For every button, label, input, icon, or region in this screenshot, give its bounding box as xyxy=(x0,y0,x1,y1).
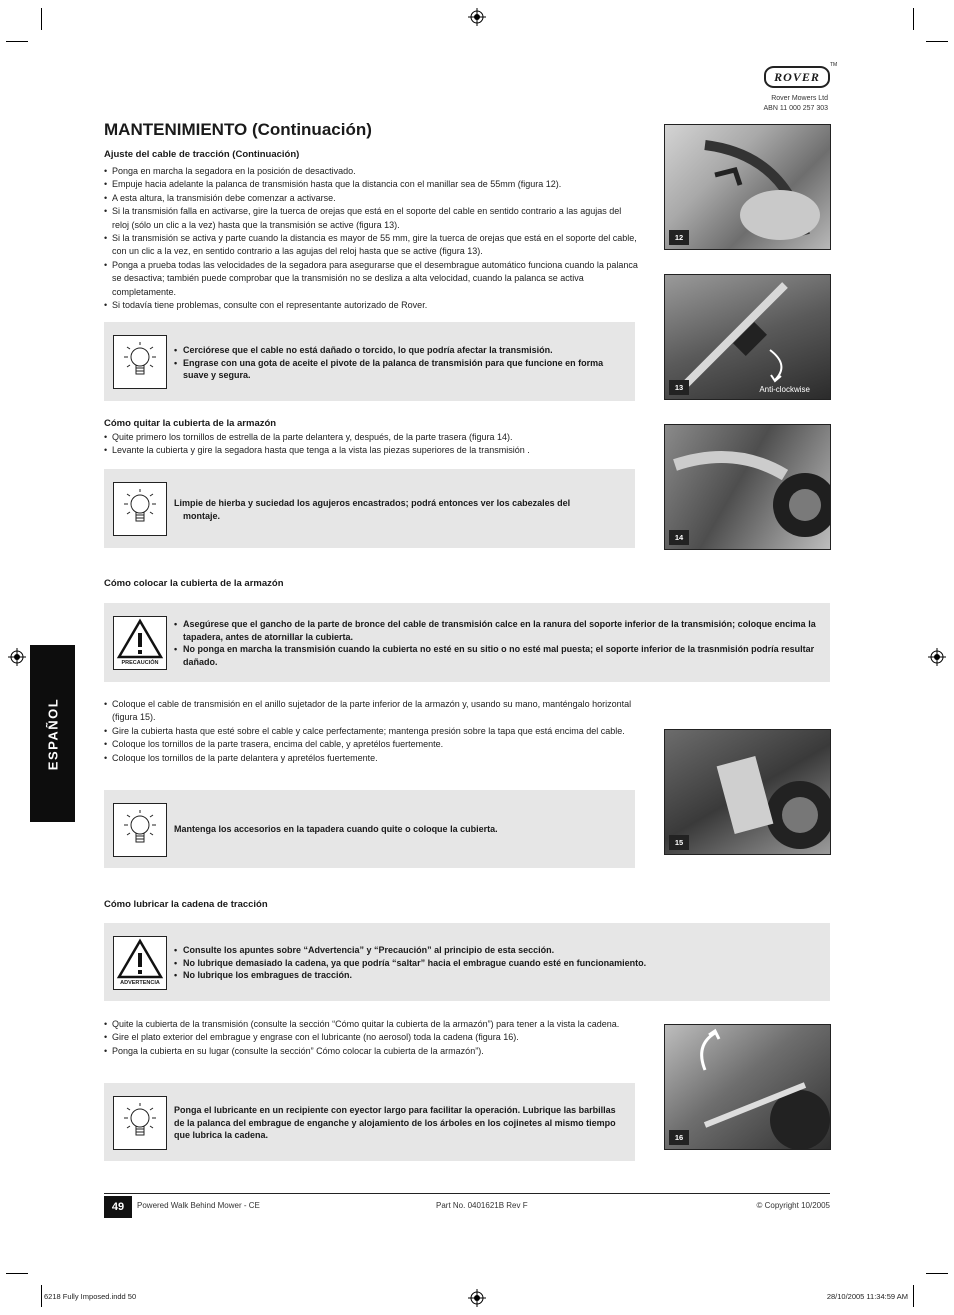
tip-item: • Cerciórese que el cable no está dañado o torcido, lo que podría afectar la transmisión. xyxy=(174,344,623,357)
list-item: • Quite la cubierta de la transmisión (consulte la sección “Cómo quitar la cubierta de la armazón”) para tener a la vista la cadena. xyxy=(104,1018,640,1031)
figure-12-photo xyxy=(664,124,831,250)
caution-box xyxy=(104,603,830,682)
list-item: • Gire la cubierta hasta que esté sobre el cable y calce perfectamente; mantenga presión sobre la tapa que está encima del cable. xyxy=(104,725,640,738)
footer-product: Powered Walk Behind Mower - CE xyxy=(137,1201,260,1210)
bullet-list xyxy=(104,165,640,312)
tip-line: Ponga el lubricante en un recipiente con eyector largo para facilitar la operación. Lubrique las barbillas de la palanca del embrague de enganche y alojamiento de los árboles en los cojinetes al mismo tiempo que lubrica la cadena. xyxy=(174,1105,616,1140)
page-number: 49 xyxy=(104,1196,132,1218)
company-abn: ABN 11 000 257 303 xyxy=(763,105,828,112)
crop-mark xyxy=(913,8,914,30)
logo-tm: TM xyxy=(830,62,838,68)
tip-text xyxy=(174,497,623,522)
tip-line: Limpie de hierba y suciedad los agujeros encastrados; podrá entonces ver los cabezales del xyxy=(174,498,571,508)
tip-line: montaje. xyxy=(183,510,221,521)
crop-mark xyxy=(41,8,42,30)
list-item: • Ponga a prueba todas las velocidades de la segadora para asegurarse que el desembrague automático funciona cuando la palanca se desactiva; también puede comprobar que la transmisión no se desliza a alta velocidad, cuando la palanca se activa completamente. xyxy=(104,259,640,299)
warning-box xyxy=(104,923,830,1001)
bullet-list xyxy=(104,431,640,458)
bullet-list xyxy=(104,698,640,765)
caution-item: • Asegúrese que el gancho de la parte de bronce del cable de transmisión calce en la ranura del soporte inferior de la transmisión; coloque encima la tapadera, antes de atornillar la cubierta. xyxy=(174,618,818,643)
figure-number: 12 xyxy=(669,230,689,245)
list-item: • Quite primero los tornillos de estrella de la parte delantera y, después, de la parte trasera (figura 14). xyxy=(104,431,640,444)
figure-14-photo xyxy=(664,424,831,550)
list-item: • Si todavía tiene problemas, consulte con el representante autorizado de Rover. xyxy=(104,299,640,312)
warning-triangle-icon xyxy=(114,617,166,661)
rover-logo xyxy=(760,62,840,92)
registration-mark-icon xyxy=(468,1289,486,1307)
lightbulb-icon xyxy=(113,335,167,389)
list-item: • Ponga la cubierta en su lugar (consulte la sección” Cómo colocar la cubierta de la armazón”). xyxy=(104,1045,640,1058)
figure-number: 15 xyxy=(669,835,689,850)
company-name: Rover Mowers Ltd xyxy=(771,95,828,102)
warning-item: • Consulte los apuntes sobre “Advertencia” y “Precaución” al principio de esta sección. xyxy=(174,944,818,957)
list-item: • Si la transmisión falla en activarse, gire la tuerca de orejas que está en el soporte del cable en sentido contrario a las agujas del reloj (sólo un clic a la vez) hasta que la transmisión se active (figura 13). xyxy=(104,205,640,232)
section-heading: Cómo lubricar la cadena de tracción xyxy=(104,899,268,910)
list-item: • Coloque los tornillos de la parte trasera, encima del cable, y apretélos fuertemente. xyxy=(104,738,640,751)
crop-mark xyxy=(926,1273,948,1274)
tip-line: Mantenga los accesorios en la tapadera cuando quite o coloque la cubierta. xyxy=(174,824,498,834)
tip-text xyxy=(174,344,623,382)
section-heading: Cómo colocar la cubierta de la armazón xyxy=(104,578,284,589)
tip-box xyxy=(104,1083,635,1161)
figure-16-photo xyxy=(664,1024,831,1150)
language-tab xyxy=(30,645,75,822)
slug-file: 6218 Fully Imposed.indd 50 xyxy=(44,1292,137,1301)
section-heading: Cómo quitar la cubierta de la armazón xyxy=(104,418,277,429)
caution-sign xyxy=(113,616,167,670)
footer-rule xyxy=(104,1193,830,1194)
figure-15-photo xyxy=(664,729,831,855)
section-heading: Ajuste del cable de tracción (Continuación) xyxy=(104,149,300,160)
list-item: • Ponga en marcha la segadora en la posición de desactivado. xyxy=(104,165,640,178)
lightbulb-icon xyxy=(113,1096,167,1150)
crop-mark xyxy=(41,1285,42,1307)
crop-mark xyxy=(6,41,28,42)
figure-label: Anti-clockwise xyxy=(759,385,810,394)
figure-13-photo xyxy=(664,274,831,400)
list-item: • Coloque el cable de transmisión en el anillo sujetador de la parte inferior de la armazón y, usando su mano, manténgalo horizontal (figura 15). xyxy=(104,698,640,725)
crop-mark xyxy=(913,1285,914,1307)
warning-item: • No lubrique los embragues de tracción. xyxy=(174,969,818,982)
list-item: • Empuje hacia adelante la palanca de transmisión hasta que la distancia con el manillar sea de 55mm (figura 12). xyxy=(104,178,640,191)
lightbulb-icon xyxy=(113,482,167,536)
language-label: ESPAÑOL xyxy=(45,697,60,770)
slug-date: 28/10/2005 11:34:59 AM xyxy=(826,1292,908,1301)
registration-mark-icon xyxy=(928,648,946,666)
figure-number: 16 xyxy=(669,1130,689,1145)
warning-label: ADVERTENCIA xyxy=(120,980,160,986)
list-item: • Si la transmisión se activa y parte cuando la distancia es mayor de 55 mm, gire la tuerca de orejas que está en el soporte del cable, con un clic a la vez, en sentido contrario a las agujas del reloj hasta que se active (figura 13). xyxy=(104,232,640,259)
figure-number: 14 xyxy=(669,530,689,545)
caution-label: PRECAUCIÓN xyxy=(121,660,159,666)
registration-mark-icon xyxy=(468,8,486,26)
footer-part-number: Part No. 0401621B Rev F xyxy=(436,1201,528,1210)
footer-copyright: © Copyright 10/2005 xyxy=(756,1201,830,1210)
figure-number: 13 xyxy=(669,380,689,395)
bullet-list xyxy=(104,1018,640,1058)
list-item: • Gire el plato exterior del embrague y engrase con el lubricante (no aerosol) toda la cadena (figura 16). xyxy=(104,1031,640,1044)
list-item: • Coloque los tornillos de la parte delantera y apretélos fuertemente. xyxy=(104,752,640,765)
caution-item: • No ponga en marcha la transmisión cuando la cubierta no esté en su sitio o no esté mal puesta; el soporte inferior de la trasnmisión podría resultar dañado. xyxy=(174,643,818,668)
caution-text xyxy=(174,618,818,668)
list-item: • Levante la cubierta y gire la segadora hasta que tenga a la vista las piezas superiores de la transmisión . xyxy=(104,444,640,457)
tip-item: • Engrase con una gota de aceite el pivote de la palanca de transmisión para que funcione en forma suave y segura. xyxy=(174,357,623,382)
tip-text xyxy=(174,823,623,836)
warning-item: • No lubrique demasiado la cadena, ya que podría “saltar” hacia el embrague cuando esté en funcionamiento. xyxy=(174,957,818,970)
warning-text xyxy=(174,944,818,982)
crop-mark xyxy=(6,1273,28,1274)
lightbulb-icon xyxy=(113,803,167,857)
company-info xyxy=(764,94,828,114)
registration-mark-icon xyxy=(8,648,26,666)
crop-mark xyxy=(926,41,948,42)
warning-triangle-icon xyxy=(114,937,166,981)
warning-sign xyxy=(113,936,167,990)
page-title: MANTENIMIENTO (Continuación) xyxy=(104,120,372,139)
tip-box xyxy=(104,469,635,548)
logo-wordmark: ROVER xyxy=(764,66,830,88)
list-item: • A esta altura, la transmisión debe comenzar a activarse. xyxy=(104,192,640,205)
tip-box xyxy=(104,790,635,868)
tip-box xyxy=(104,322,635,401)
tip-text xyxy=(174,1104,623,1142)
